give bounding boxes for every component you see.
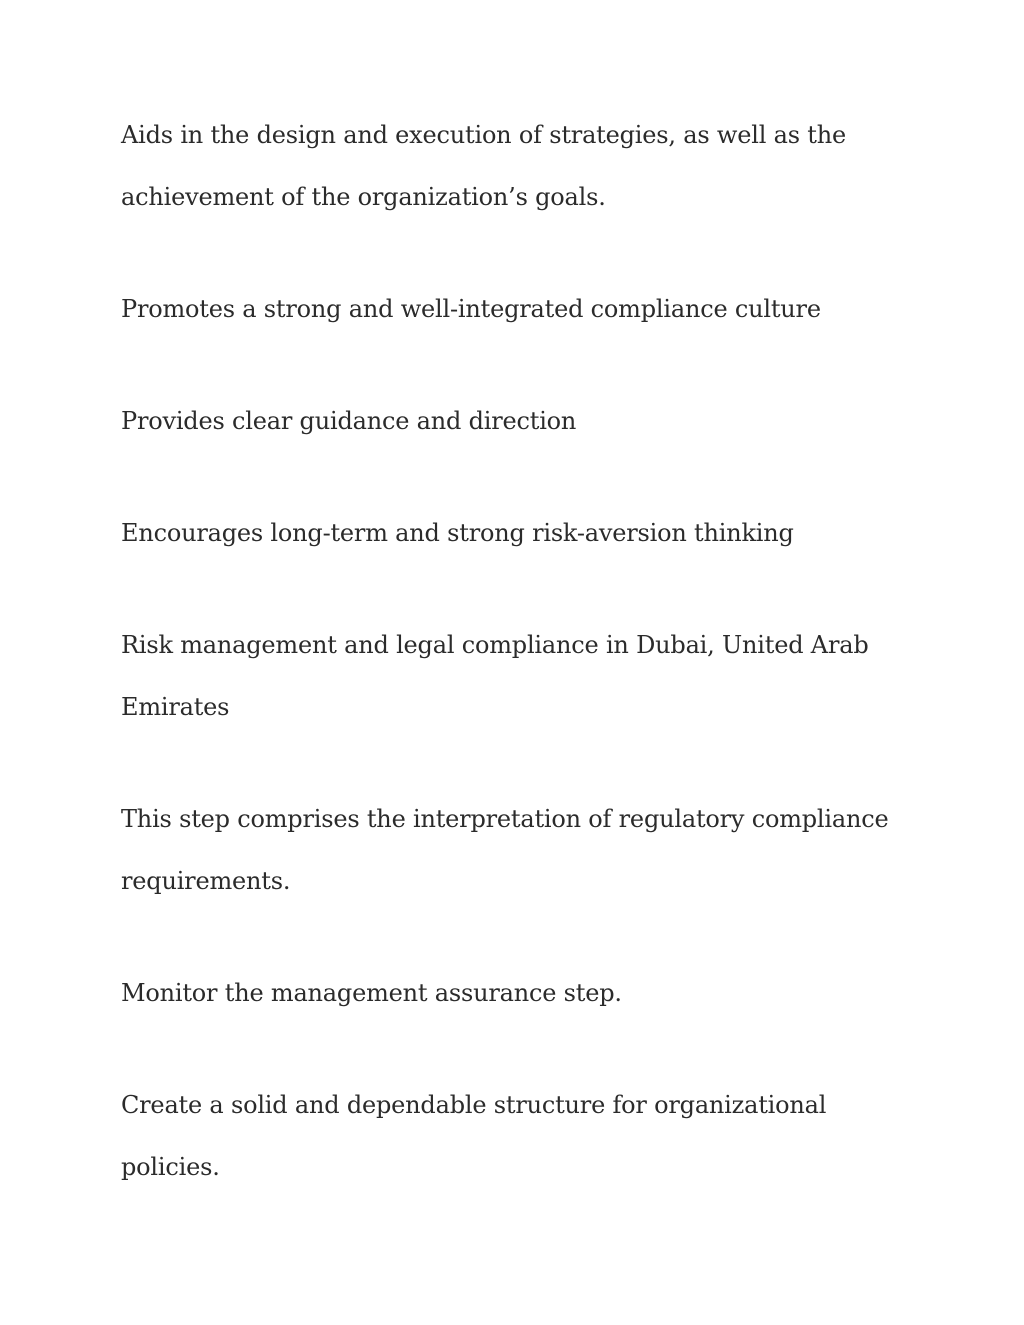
paragraph-monitor: Monitor the management assurance step. <box>121 979 622 1007</box>
paragraph-interpretation: This step comprises the interpretation of regulatory compliance requirements. <box>121 805 889 895</box>
document-body <box>121 104 901 1248</box>
paragraph-risk-aversion: Encourages long-term and strong risk-aversion thinking <box>121 519 794 547</box>
paragraph-compliance-culture: Promotes a strong and well-integrated compliance culture <box>121 295 821 323</box>
paragraph-dubai-compliance: Risk management and legal compliance in Dubai, United Arab Emirates <box>121 631 869 721</box>
paragraph-guidance: Provides clear guidance and direction <box>121 407 577 435</box>
paragraph-structure: Create a solid and dependable structure for organizational policies. <box>121 1091 827 1181</box>
paragraph-strategies: Aids in the design and execution of strategies, as well as the achievement of the organization’s goals. <box>121 121 846 211</box>
